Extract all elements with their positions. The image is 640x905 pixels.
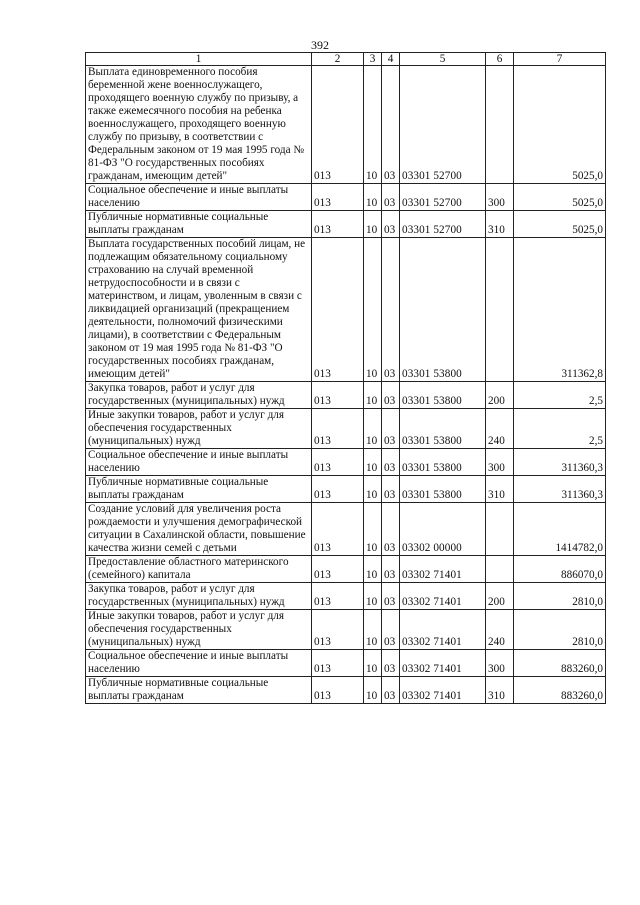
cell-expense-type	[486, 238, 514, 382]
row-name: Иные закупки товаров, работ и услуг для обеспечения государственных (муниципальных) нужд	[86, 610, 312, 650]
cell-ministry-code: 013	[312, 677, 364, 704]
cell-ministry-code: 013	[312, 503, 364, 556]
row-name: Социальное обеспечение и иные выплаты населению	[86, 449, 312, 476]
cell-amount: 2,5	[514, 382, 606, 409]
cell-expense-type: 300	[486, 449, 514, 476]
cell-amount: 2810,0	[514, 610, 606, 650]
cell-section: 10	[364, 503, 382, 556]
cell-target-article: 03301 52700	[400, 184, 486, 211]
cell-target-article: 03302 00000	[400, 503, 486, 556]
table-row	[86, 583, 606, 610]
cell-amount: 886070,0	[514, 556, 606, 583]
cell-subsection: 03	[382, 238, 400, 382]
table-row	[86, 677, 606, 704]
cell-subsection: 03	[382, 449, 400, 476]
table-row	[86, 503, 606, 556]
header-col-2: 2	[312, 53, 364, 66]
cell-ministry-code: 013	[312, 409, 364, 449]
cell-ministry-code: 013	[312, 583, 364, 610]
cell-ministry-code: 013	[312, 211, 364, 238]
header-row	[86, 53, 606, 66]
cell-amount: 311360,3	[514, 449, 606, 476]
row-name: Социальное обеспечение и иные выплаты населению	[86, 184, 312, 211]
cell-subsection: 03	[382, 476, 400, 503]
cell-expense-type: 200	[486, 382, 514, 409]
table-row	[86, 66, 606, 184]
table-row	[86, 382, 606, 409]
cell-subsection: 03	[382, 503, 400, 556]
cell-subsection: 03	[382, 677, 400, 704]
cell-ministry-code: 013	[312, 238, 364, 382]
cell-target-article: 03302 71401	[400, 677, 486, 704]
budget-table	[85, 52, 606, 704]
table-row	[86, 211, 606, 238]
page-number: 392	[311, 38, 329, 52]
header-col-1: 1	[86, 53, 312, 66]
cell-expense-type: 240	[486, 409, 514, 449]
table-row	[86, 449, 606, 476]
cell-amount: 311362,8	[514, 238, 606, 382]
cell-expense-type	[486, 503, 514, 556]
cell-section: 10	[364, 476, 382, 503]
cell-amount: 883260,0	[514, 677, 606, 704]
row-name: Закупка товаров, работ и услуг для государственных (муниципальных) нужд	[86, 583, 312, 610]
cell-ministry-code: 013	[312, 66, 364, 184]
cell-amount: 2810,0	[514, 583, 606, 610]
cell-expense-type: 300	[486, 650, 514, 677]
cell-section: 10	[364, 409, 382, 449]
row-name: Выплата единовременного пособия беременной жене военнослужащего, проходящего военную службу по призыву, а также ежемесячного пособия на ребенка военнослужащего, проходящего военную службу по призыву, в соответствии с Федеральным законом от 19 мая 1995 года № 81-ФЗ "О государственных пособиях гражданам, имеющим детей"	[86, 66, 312, 184]
cell-subsection: 03	[382, 650, 400, 677]
cell-ministry-code: 013	[312, 184, 364, 211]
row-name: Публичные нормативные социальные выплаты гражданам	[86, 677, 312, 704]
cell-amount: 1414782,0	[514, 503, 606, 556]
cell-section: 10	[364, 382, 382, 409]
row-name: Публичные нормативные социальные выплаты гражданам	[86, 476, 312, 503]
cell-target-article: 03301 53800	[400, 382, 486, 409]
cell-section: 10	[364, 650, 382, 677]
row-name: Выплата государственных пособий лицам, не подлежащим обязательному социальному страхованию на случай временной нетрудоспособности и в связи с материнством, и лицам, уволенным в связи с ликвидацией организаций (прекращением деятельности, полномочий физическими лицами), в соответствии с Федеральным законом от 19 мая 1995 года № 81-ФЗ "О государственных пособиях гражданам, имеющим детей"	[86, 238, 312, 382]
cell-target-article: 03302 71401	[400, 583, 486, 610]
row-name: Публичные нормативные социальные выплаты гражданам	[86, 211, 312, 238]
cell-expense-type: 310	[486, 211, 514, 238]
cell-target-article: 03301 53800	[400, 238, 486, 382]
cell-subsection: 03	[382, 382, 400, 409]
cell-subsection: 03	[382, 184, 400, 211]
cell-subsection: 03	[382, 211, 400, 238]
cell-subsection: 03	[382, 583, 400, 610]
header-col-3: 3	[364, 53, 382, 66]
cell-ministry-code: 013	[312, 382, 364, 409]
cell-target-article: 03301 52700	[400, 211, 486, 238]
header-col-6: 6	[486, 53, 514, 66]
cell-section: 10	[364, 449, 382, 476]
cell-amount: 2,5	[514, 409, 606, 449]
table-body	[86, 66, 606, 704]
cell-target-article: 03302 71401	[400, 650, 486, 677]
cell-target-article: 03301 53800	[400, 449, 486, 476]
table-row	[86, 556, 606, 583]
cell-ministry-code: 013	[312, 556, 364, 583]
cell-expense-type: 310	[486, 476, 514, 503]
cell-amount: 5025,0	[514, 211, 606, 238]
cell-section: 10	[364, 211, 382, 238]
cell-amount: 883260,0	[514, 650, 606, 677]
cell-ministry-code: 013	[312, 476, 364, 503]
cell-expense-type: 300	[486, 184, 514, 211]
cell-subsection: 03	[382, 556, 400, 583]
table-row	[86, 409, 606, 449]
table-row	[86, 610, 606, 650]
cell-subsection: 03	[382, 610, 400, 650]
cell-section: 10	[364, 677, 382, 704]
cell-subsection: 03	[382, 66, 400, 184]
cell-section: 10	[364, 66, 382, 184]
table-row	[86, 476, 606, 503]
row-name: Создание условий для увеличения роста рождаемости и улучшения демографической ситуации в Сахалинской области, повышение качества жизни семей с детьми	[86, 503, 312, 556]
table-row	[86, 184, 606, 211]
header-col-5: 5	[400, 53, 486, 66]
cell-amount: 5025,0	[514, 184, 606, 211]
cell-section: 10	[364, 556, 382, 583]
cell-target-article: 03301 53800	[400, 476, 486, 503]
cell-ministry-code: 013	[312, 449, 364, 476]
cell-expense-type	[486, 556, 514, 583]
cell-expense-type: 240	[486, 610, 514, 650]
cell-expense-type: 310	[486, 677, 514, 704]
row-name: Предоставление областного материнского (семейного) капитала	[86, 556, 312, 583]
header-col-7: 7	[514, 53, 606, 66]
cell-expense-type	[486, 66, 514, 184]
cell-section: 10	[364, 184, 382, 211]
cell-amount: 311360,3	[514, 476, 606, 503]
cell-ministry-code: 013	[312, 650, 364, 677]
header-col-4: 4	[382, 53, 400, 66]
cell-target-article: 03301 53800	[400, 409, 486, 449]
row-name: Социальное обеспечение и иные выплаты населению	[86, 650, 312, 677]
row-name: Закупка товаров, работ и услуг для государственных (муниципальных) нужд	[86, 382, 312, 409]
table-row	[86, 650, 606, 677]
table-row	[86, 238, 606, 382]
cell-target-article: 03302 71401	[400, 556, 486, 583]
cell-target-article: 03301 52700	[400, 66, 486, 184]
cell-ministry-code: 013	[312, 610, 364, 650]
cell-expense-type: 200	[486, 583, 514, 610]
cell-target-article: 03302 71401	[400, 610, 486, 650]
cell-section: 10	[364, 610, 382, 650]
cell-section: 10	[364, 238, 382, 382]
cell-amount: 5025,0	[514, 66, 606, 184]
cell-section: 10	[364, 583, 382, 610]
row-name: Иные закупки товаров, работ и услуг для обеспечения государственных (муниципальных) нужд	[86, 409, 312, 449]
cell-subsection: 03	[382, 409, 400, 449]
